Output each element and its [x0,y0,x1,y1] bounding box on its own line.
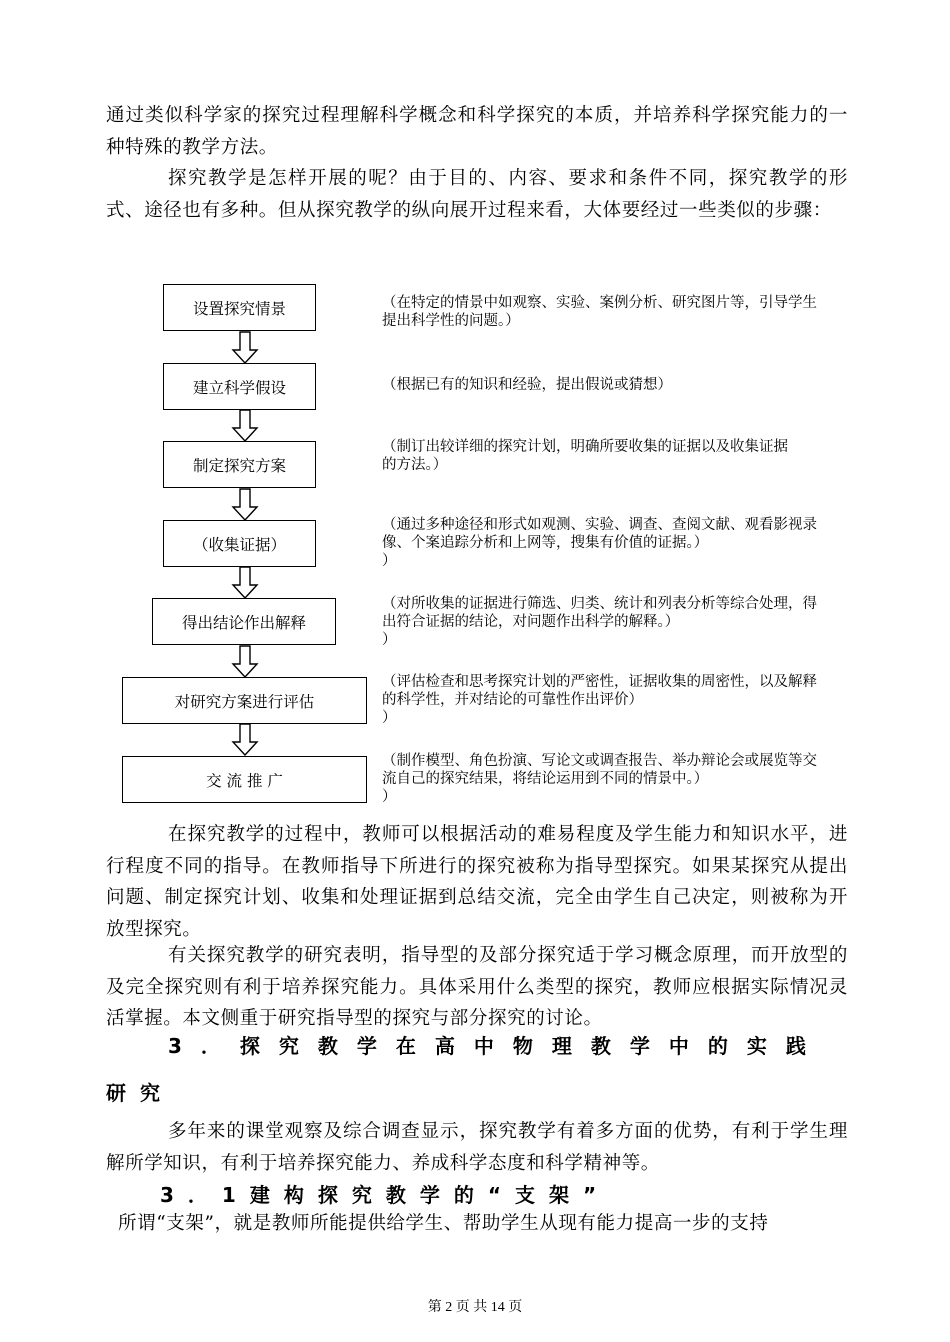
flow-note-5: （对所收集的证据进行筛选、归类、统计和列表分析等综合处理，得 出符合证据的结论，对问题作出科学的解释。） ） [382,596,817,648]
flow-step-label: 交 流 推 广 [206,771,283,790]
flow-note-4: （通过多种途径和形式如观测、实验、调查、查阅文献、观看影视录 像、个案追踪分析和上网等，搜集有价值的证据。） ） [382,517,817,569]
flow-step-6 [122,677,367,724]
flow-note-7: （制作模型、角色扮演、写论文或调查报告、举办辩论会或展览等交 流自己的探究结果，将结论运用到不同的情景中。） ） [382,753,817,805]
page-footer: 第 2 页 共 14 页 [427,1300,523,1315]
flow-step-label: 对研究方案进行评估 [174,692,315,711]
body-paragraph-3: 在探究教学的过程中，教师可以根据活动的难易程度及学生能力和知识水平，进行程度不同的指导。在教师指导下所进行的探究被称为指导型探究。如果某探究从提出问题、制定探究计划、收集和处理证据到总结交流，完全由学生自己决定，则被称为开放型探究。 [106,824,848,940]
flow-note-1: （在特定的情景中如观察、实验、案例分析、研究图片等，引导学生 提出科学性的问题。） [382,295,817,329]
intro-paragraph-2: 探究教学是怎样开展的呢？由于目的、内容、要求和条件不同，探究教学的形式、途径也有多种。但从探究教学的纵向展开过程来看，大体要经过一些类似的步骤： [106,168,848,221]
flow-arrow-3 [230,489,260,521]
flow-arrow-6 [230,724,260,756]
flow-step-1 [163,284,316,331]
flow-step-4 [163,520,316,567]
body-paragraph-5: 多年来的课堂观察及综合调查显示，探究教学有着多方面的优势，有利于学生理解所学知识，有利于培养探究能力、养成科学态度和科学精神等。 [106,1121,848,1174]
flow-step-label: 设置探究情景 [192,299,286,318]
flow-note-3: （制订出较详细的探究计划，明确所要收集的证据以及收集证据 的方法。） [382,439,788,473]
intro-paragraph-1: 通过类似科学家的探究过程理解科学概念和科学探究的本质，并培养科学探究能力的一种特殊的教学方法。 [106,105,848,158]
flow-step-label: 制定探究方案 [192,456,286,475]
flow-step-5 [152,598,336,645]
section-heading-3: 3．探究教学在高中物理教学中的实践 [168,1034,825,1058]
flow-step-3 [163,441,316,488]
flow-note-2: （根据已有的知识和经验，提出假说或猜想） [382,377,672,393]
flow-step-label: （收集证据） [192,535,286,554]
flow-step-label: 建立科学假设 [192,378,286,397]
flow-arrow-2 [230,410,260,442]
section-heading-3-continued: 研究 [106,1081,174,1105]
flow-step-7 [122,756,367,803]
flow-step-label: 得出结论作出解释 [181,613,306,632]
flow-arrow-5 [230,646,260,678]
flow-step-2 [163,363,316,410]
body-paragraph-6: 所谓“支架”，就是教师所能提供给学生、帮助学生从现有能力提高一步的支持 [118,1213,769,1234]
body-paragraph-4: 有关探究教学的研究表明，指导型的及部分探究适于学习概念原理，而开放型的及完全探究则有利于培养探究能力。具体采用什么类型的探究，教师应根据实际情况灵活掌握。本文侧重于研究指导型的探究与部分探究的讨论。 [106,945,848,1029]
section-heading-3-1: 3．1建构探究教学的“支架” [160,1183,611,1207]
flow-arrow-4 [230,567,260,599]
flow-arrow-1 [230,332,260,364]
flow-note-6: （评估检查和思考探究计划的严密性，证据收集的周密性，以及解释 的科学性，并对结论的可靠性作出评价） ） [382,674,817,726]
